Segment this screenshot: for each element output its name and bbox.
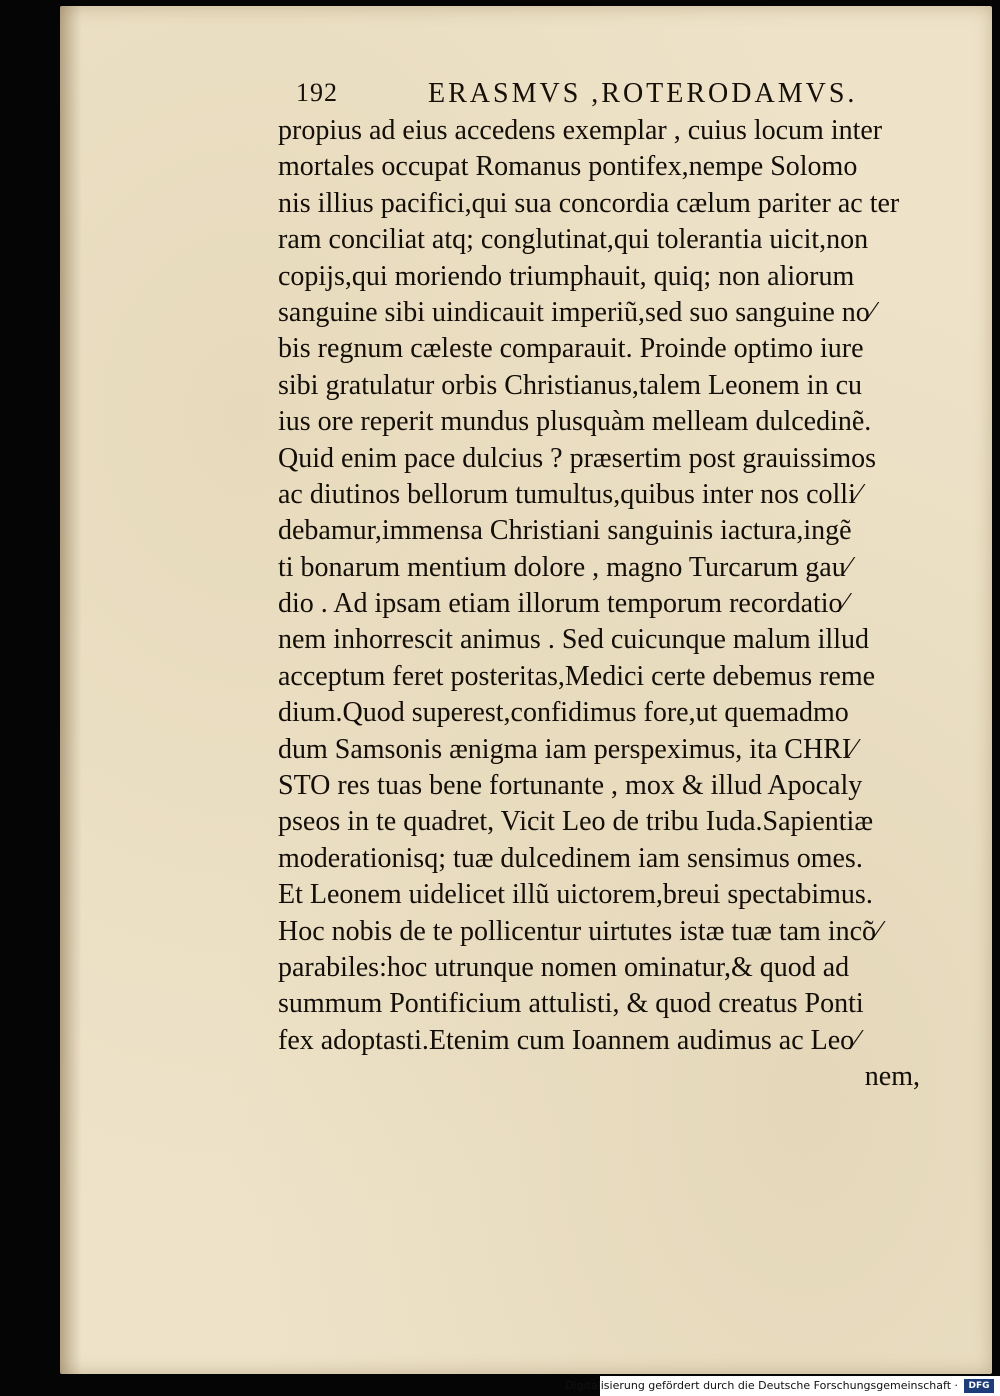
text-line: acceptum feret posteritas,Medici certe debemus reme xyxy=(278,660,876,692)
page-number: 192 xyxy=(296,78,338,107)
text-line: bis regnum cæleste comparauit. Proinde optimo iure xyxy=(278,333,864,365)
text-line: ram conciliat atq; conglutinat,qui tolerantia uicit,non xyxy=(278,224,869,256)
text-line: dium.Quod superest,confidimus fore,ut quemadmo xyxy=(278,697,849,729)
text-line: sanguine sibi uindicauit imperiũ,sed suo sanguine no⁄ xyxy=(278,296,875,328)
text-block xyxy=(278,113,928,1096)
text-line: summum Pontificium attulisti, & quod creatus Ponti xyxy=(278,988,864,1020)
text-line: copijs,qui moriendo triumphauit, quiq; non aliorum xyxy=(278,260,855,292)
digitization-footer xyxy=(565,1376,1000,1396)
text-line: nem inhorrescit animus . Sed cuicunque malum illud xyxy=(278,624,869,656)
text-line: dio . Ad ipsam etiam illorum temporum recordatio⁄ xyxy=(278,588,848,620)
dfg-logo: DFG xyxy=(964,1379,994,1393)
text-line: moderationisq; tuæ dulcedinem iam sensimus omes. xyxy=(278,842,863,874)
text-line: Hoc nobis de te pollicentur uirtutes istæ tuæ tam incõ⁄ xyxy=(278,915,881,947)
text-line: mortales occupat Romanus pontifex,nempe Solomo xyxy=(278,151,858,183)
text-line: Quid enim pace dulcius ? præsertim post grauissimos xyxy=(278,442,877,474)
text-line: sibi gratulatur orbis Christianus,talem Leonem in cu xyxy=(278,369,862,401)
text-line: STO res tuas bene fortunante , mox & illud Apocaly xyxy=(278,770,863,802)
text-line: debamur,immensa Christiani sanguinis iactura,ingẽ xyxy=(278,515,852,547)
text-line: Et Leonem uidelicet illũ uictorem,breui spectabimus. xyxy=(278,879,873,911)
page-header xyxy=(296,78,896,112)
text-line: pseos in te quadret, Vicit Leo de tribu Iuda.Sapientiæ xyxy=(278,806,873,838)
text-line: nis illius pacifici,qui sua concordia cælum pariter ac ter xyxy=(278,187,900,219)
running-head: ERASMVS ,ROTERODAMVS. xyxy=(428,78,858,109)
text-line: ac diutinos bellorum tumultus,quibus inter nos colli⁄ xyxy=(278,478,861,510)
text-line: ti bonarum mentium dolore , magno Turcarum gau⁄ xyxy=(278,551,851,583)
text-line: propius ad eius accedens exemplar , cuius locum inter xyxy=(278,115,883,146)
text-line: parabiles:hoc utrunque nomen ominatur,& quod ad xyxy=(278,951,850,983)
text-line: dum Samsonis ænigma iam perspeximus, ita CHRI⁄ xyxy=(278,733,856,765)
text-line: fex adoptasti.Etenim cum Ioannem audimus ac Leo⁄ xyxy=(278,1024,859,1056)
funding-credit: Digitalisierung gefördert durch die Deutsche Forschungsgemeinschaft · xyxy=(565,1379,958,1392)
text-line: ius ore reperit mundus plusquàm melleam dulcedinẽ. xyxy=(278,406,872,438)
catchword: nem, xyxy=(864,1061,920,1093)
